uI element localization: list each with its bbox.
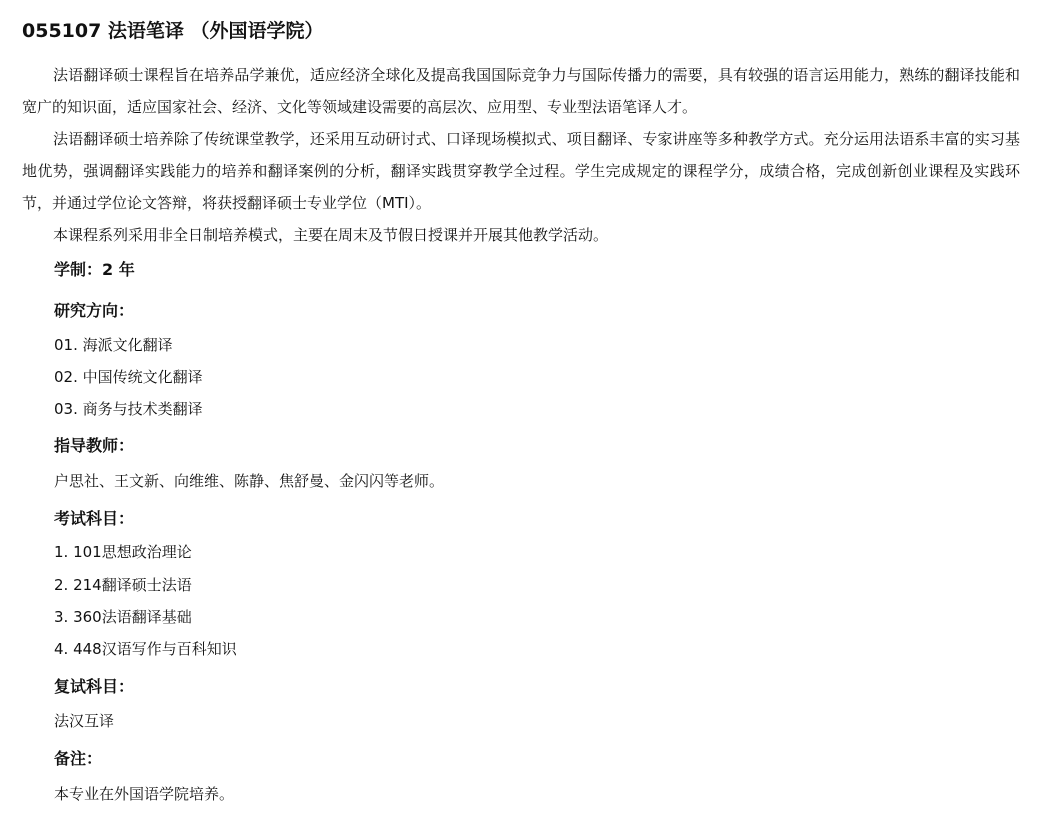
page-title: 055107 法语笔译 （外国语学院） (22, 20, 324, 42)
exam-item-4: 4. 448汉语写作与百科知识 (54, 640, 237, 658)
intro-paragraph-teaching: 法语翻译硕士培养除了传统课堂教学，还采用互动研讨式、口译现场模拟式、项目翻译、专家讲座等多种教学方式。充分运用法语系丰富的实习基地优势，强调翻译实践能力的培养和翻译案例的分析，翻译实践贯穿教学全过程。学生完成规定的课程学分，成绩合格，完成创新创业课程及实践环节，并通过学位论文答辩，将获授翻译硕士专业学位（MTI）。 (22, 130, 1020, 212)
research-item-2: 02. 中国传统文化翻译 (54, 368, 203, 386)
research-heading: 研究方向： (54, 301, 135, 320)
supervisors-heading: 指导教师： (54, 436, 135, 455)
research-item-3: 03. 商务与技术类翻译 (54, 400, 203, 418)
exam-item-1: 1. 101思想政治理论 (54, 543, 192, 561)
exam-item-2: 2. 214翻译硕士法语 (54, 576, 192, 594)
intro-paragraph-objectives: 法语翻译硕士课程旨在培养品学兼优，适应经济全球化及提高我国国际竞争力与国际传播力的需要，具有较强的语言运用能力，熟练的翻译技能和宽广的知识面，适应国家社会、经济、文化等领域建设需要的高层次、应用型、专业型法语笔译人才。 (22, 66, 1020, 116)
notes-heading: 备注： (54, 749, 103, 768)
research-item-1: 01. 海派文化翻译 (54, 336, 173, 354)
retest-text: 法汉互译 (54, 712, 115, 730)
retest-heading: 复试科目： (54, 677, 135, 696)
intro-paragraph-schedule: 本课程系列采用非全日制培养模式，主要在周末及节假日授课并开展其他教学活动。 (53, 226, 609, 244)
duration-heading: 学制：2 年 (54, 260, 135, 279)
notes-text: 本专业在外国语学院培养。 (54, 785, 235, 803)
supervisors-text: 户思社、王文新、向维维、陈静、焦舒曼、金闪闪等老师。 (54, 472, 445, 490)
exam-item-3: 3. 360法语翻译基础 (54, 608, 192, 626)
program-introduction (22, 59, 1020, 251)
exam-heading: 考试科目： (54, 509, 135, 528)
